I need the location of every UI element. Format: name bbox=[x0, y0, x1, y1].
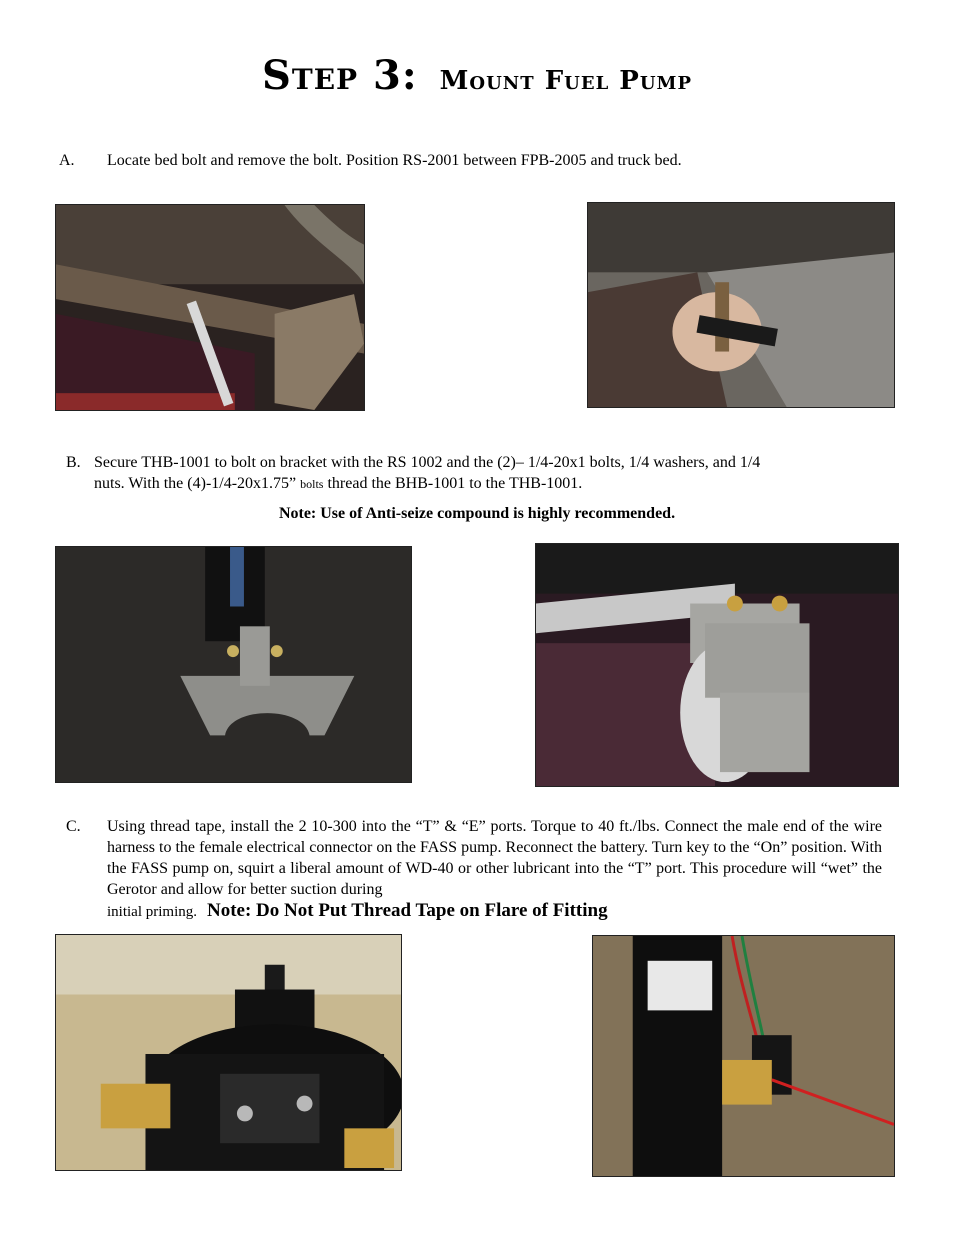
step-c-last-small: initial priming. bbox=[107, 904, 197, 920]
photo-fittings-installed bbox=[55, 934, 402, 1171]
step-c-body-wrap bbox=[107, 816, 882, 900]
photo-thb-bracket bbox=[55, 546, 412, 783]
step-b-line2-small: bolts bbox=[300, 477, 324, 491]
step-b-label: B. bbox=[66, 454, 81, 471]
step-a-text: Locate bed bolt and remove the bolt. Position RS-2001 between FPB-2005 and truck bed. bbox=[107, 152, 682, 169]
step-b-line2-end: thread the BHB-1001 to the THB-1001. bbox=[327, 475, 583, 492]
step-b bbox=[66, 452, 906, 495]
step-a-label: A. bbox=[59, 152, 75, 169]
step-c-label: C. bbox=[66, 818, 81, 835]
step-heading: Step 3: bbox=[261, 52, 418, 99]
step-b-line2-start: nuts. With the (4)-1/4-20x1.75” bbox=[94, 475, 297, 492]
photo-wire-harness bbox=[592, 935, 895, 1177]
step-a bbox=[59, 150, 899, 171]
step-c-body: Using thread tape, install the 2 10-300 into the “T” & “E” ports. Torque to 40 ft./lbs. Connect the male end of the wire harness to the female electrical connector on the FASS pump. Reconnect the battery. Turn key to the “On” position. With the FASS pump on, squirt a liberal amount of WD-40 or other lubricant into the “T” port. This procedure will “wet” the Gerotor and allow for better suction during bbox=[107, 818, 882, 898]
step-b-line1: Secure THB-1001 to bolt on bracket with the RS 1002 and the (2)– 1/4-20x1 bolts, 1/4 washers, and 1/4 bbox=[94, 454, 761, 471]
step-b-note: Note: Use of Anti-seize compound is highly recommended. bbox=[278, 505, 676, 522]
step-subtitle: Mount Fuel Pump bbox=[439, 66, 692, 96]
page-title bbox=[0, 52, 954, 99]
step-c bbox=[66, 816, 882, 923]
photo-bed-bolt-removal bbox=[55, 204, 365, 411]
photo-rs2001-position bbox=[587, 202, 895, 408]
photo-bhb-installed bbox=[535, 543, 899, 787]
step-c-note: Note: Do Not Put Thread Tape on Flare of Fitting bbox=[207, 900, 608, 921]
